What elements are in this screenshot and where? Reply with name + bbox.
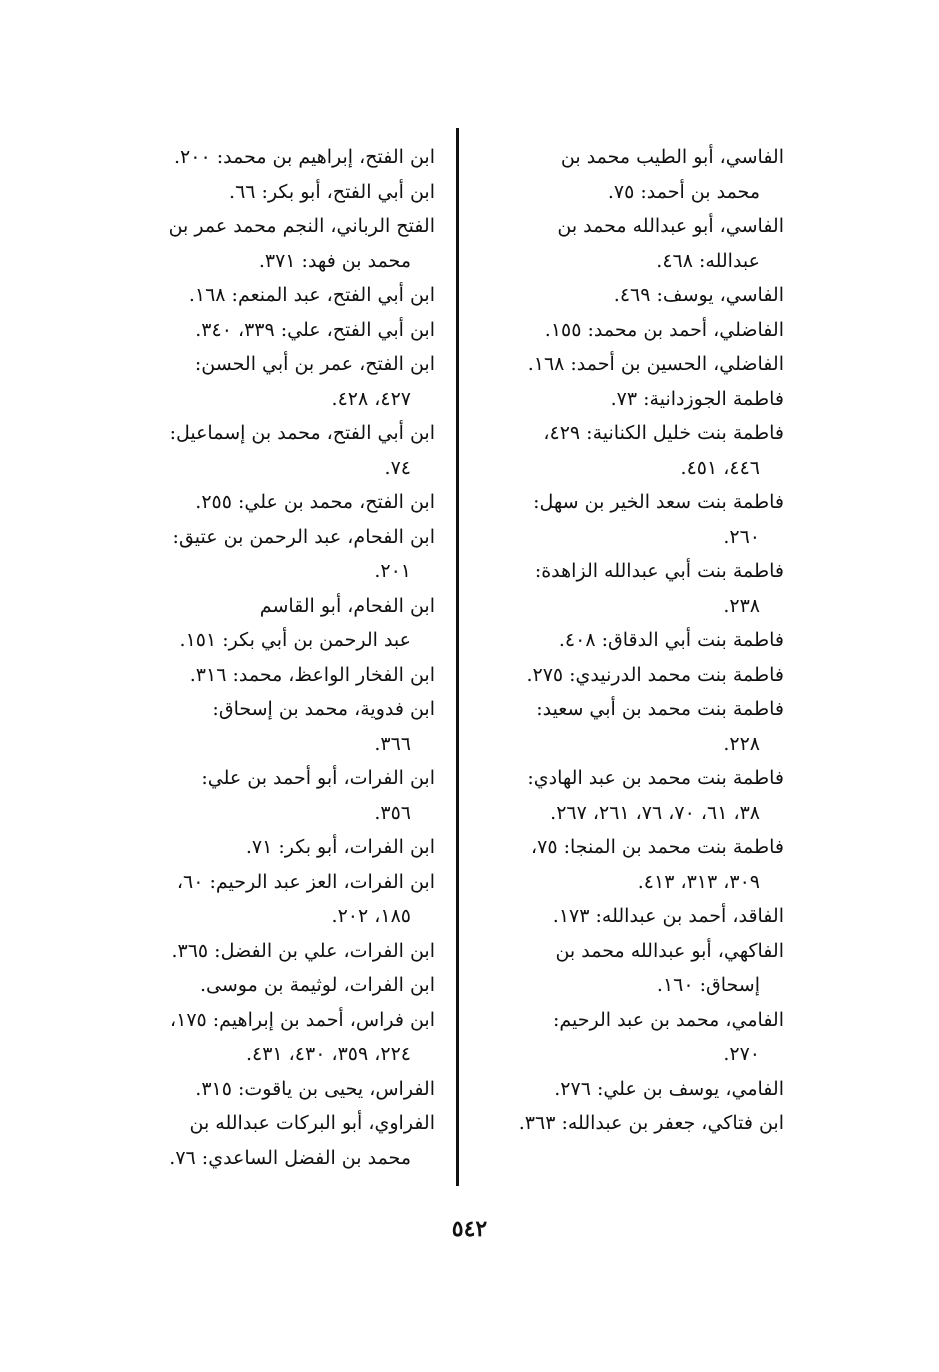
index-entry — [135, 416, 435, 485]
index-entry-main: الفتح الرباني، النجم محمد عمر بن — [168, 215, 435, 237]
index-entry-main: ابن الفتح، إبراهيم بن محمد: ٢٠٠. — [174, 146, 435, 168]
index-entry-main: الفاسي، يوسف: ٤٦٩. — [613, 284, 784, 306]
index-entry-main: ابن الفتح، محمد بن علي: ٢٥٥. — [195, 491, 435, 513]
index-entry-main: ابن الفخار الواعظ، محمد: ٣١٦. — [189, 663, 435, 686]
index-entry-main: فاطمة الجوزدانية: ٧٣. — [610, 387, 784, 410]
index-entry-main: ابن أبي الفتح، عبد المنعم: ١٦٨. — [188, 284, 435, 306]
index-entry-main: ابن أبي الفتح، أبو بكر: ٦٦. — [229, 180, 435, 203]
index-entry-main: ابن أبي الفتح، علي: ٣٣٩، ٣٤٠. — [195, 318, 435, 341]
index-entry — [454, 1072, 784, 1107]
index-entry-main: ابن فتاكي، جعفر بن عبدالله: ٣٦٣. — [518, 1112, 784, 1134]
index-entry-continuation: ٢٢٨. — [723, 732, 760, 755]
index-entry — [135, 347, 435, 416]
index-entry-continuation: محمد بن الفضل الساعدي: ٧٦. — [169, 1146, 411, 1169]
index-entry-main: ابن الفرات، لوثيمة بن موسى. — [200, 974, 435, 996]
index-entry — [135, 968, 435, 1003]
index-entry-main: الفامي، يوسف بن علي: ٢٧٦. — [554, 1077, 784, 1100]
index-entry — [135, 140, 435, 175]
index-entry — [135, 1106, 435, 1175]
index-entry-main: ابن الفتح، عمر بن أبي الحسن: — [194, 353, 435, 375]
index-entry-continuation: ١٨٥، ٢٠٢. — [331, 905, 411, 927]
index-entry-continuation: ٢٠١. — [374, 560, 411, 582]
index-entry — [454, 658, 784, 693]
index-entry-main: ابن أبي الفتح، محمد بن إسماعيل: — [169, 422, 435, 444]
index-entry — [454, 692, 784, 761]
index-entry — [454, 554, 784, 623]
index-entry-main: فاطمة بنت أبي عبدالله الزاهدة: — [534, 560, 784, 582]
index-entry — [454, 416, 784, 485]
index-entry-main: فاطمة بنت محمد بن أبي سعيد: — [536, 698, 784, 720]
index-entry-continuation: ٣٠٩، ٣١٣، ٤١٣. — [637, 870, 760, 893]
index-entry-main: الفراوي، أبو البركات عبدالله بن — [189, 1112, 435, 1134]
index-column-right — [454, 140, 784, 1141]
index-entry-continuation: ٤٢٧، ٤٢٨. — [331, 387, 411, 410]
index-entry-continuation: ٢٦٠. — [723, 525, 760, 548]
index-entry-main: الفراس، يحيى بن ياقوت: ٣١٥. — [195, 1077, 435, 1100]
index-entry-main: الفاسي، أبو الطيب محمد بن — [560, 146, 784, 168]
index-entry-main: ابن الفرات، أبو أحمد بن علي: — [201, 767, 435, 789]
index-entry — [454, 140, 784, 209]
index-entry — [135, 313, 435, 348]
index-entry-continuation: محمد بن أحمد: ٧٥. — [607, 180, 760, 203]
index-entry-main: فاطمة بنت محمد بن المنجا: ٧٥، — [531, 836, 784, 858]
index-entry — [454, 761, 784, 830]
index-entry-main: فاطمة بنت خليل الكنانية: ٤٢٩، — [543, 422, 784, 444]
index-entry — [135, 934, 435, 969]
index-entry-main: الفاضلي، أحمد بن محمد: ١٥٥. — [544, 318, 784, 341]
index-entry-continuation: ٢٧٠. — [723, 1043, 760, 1065]
index-entry — [135, 1003, 435, 1072]
index-entry — [135, 658, 435, 693]
index-entry — [454, 382, 784, 417]
index-entry-main: ابن الفرات، علي بن الفضل: ٣٦٥. — [171, 939, 435, 962]
index-entry-main: فاطمة بنت سعد الخير بن سهل: — [533, 491, 784, 513]
index-entry-continuation: ٢٢٤، ٣٥٩، ٤٣٠، ٤٣١. — [245, 1043, 411, 1065]
index-entry-main: فاطمة بنت محمد بن عبد الهادي: — [527, 767, 784, 789]
index-entry — [454, 347, 784, 382]
index-entry-main: ابن الفحام، أبو القاسم — [259, 594, 435, 617]
index-entry-continuation: عبد الرحمن بن أبي بكر: ١٥١. — [179, 629, 411, 651]
index-entry — [454, 934, 784, 1003]
index-entry — [135, 485, 435, 520]
index-entry-continuation: ٧٤. — [384, 456, 411, 479]
index-entry-continuation: ٣٦٦. — [374, 732, 411, 755]
index-entry — [135, 589, 435, 658]
index-entry-continuation: محمد بن فهد: ٣٧١. — [258, 249, 411, 272]
index-entry — [454, 899, 784, 934]
index-entry — [454, 1003, 784, 1072]
index-entry-main: ابن الفرات، العز عبد الرحيم: ٦٠، — [176, 870, 435, 893]
index-entry-main: الفامي، محمد بن عبد الرحيم: — [552, 1008, 784, 1031]
index-entry — [135, 830, 435, 865]
index-entry — [454, 623, 784, 658]
index-entry-continuation: ٢٣٨. — [723, 594, 760, 617]
index-column-left — [135, 140, 435, 1175]
index-entry — [454, 1106, 784, 1141]
index-entry — [135, 520, 435, 589]
index-entry-continuation: ٣٥٦. — [374, 801, 411, 824]
index-entry-continuation: ٣٨، ٦١، ٧٠، ٧٦، ٢٦١، ٢٦٧. — [550, 801, 760, 824]
index-entry — [135, 1072, 435, 1107]
index-entry-main: ابن فراس، أحمد بن إبراهيم: ١٧٥، — [169, 1008, 435, 1031]
index-entry-main: فاطمة بنت أبي الدقاق: ٤٠٨. — [558, 629, 784, 651]
index-entry — [454, 830, 784, 899]
index-entry-continuation: ٤٤٦، ٤٥١. — [680, 456, 760, 479]
index-entry — [135, 209, 435, 278]
index-entry-main: فاطمة بنت محمد الدرنيدي: ٢٧٥. — [526, 663, 784, 686]
page-number: ٥٤٢ — [451, 1216, 488, 1242]
index-entry — [135, 278, 435, 313]
index-entry — [135, 761, 435, 830]
index-entry — [135, 175, 435, 210]
index-entry-main: الفاقد، أحمد بن عبدالله: ١٧٣. — [552, 905, 784, 927]
index-entry — [454, 313, 784, 348]
index-entry-main: ابن فدوية، محمد بن إسحاق: — [212, 698, 435, 720]
index-entry-main: الفاكهي، أبو عبدالله محمد بن — [555, 939, 784, 962]
index-entry-continuation: عبدالله: ٤٦٨. — [656, 249, 760, 272]
column-divider — [456, 128, 459, 1186]
index-entry-main: الفاسي، أبو عبدالله محمد بن — [557, 215, 784, 237]
index-entry — [454, 485, 784, 554]
index-entry — [135, 865, 435, 934]
index-entry-main: الفاضلي، الحسين بن أحمد: ١٦٨. — [527, 353, 784, 375]
index-entry-main: ابن الفحام، عبد الرحمن بن عتيق: — [172, 525, 435, 548]
index-entry — [135, 692, 435, 761]
index-entry-continuation: إسحاق: ١٦٠. — [656, 974, 760, 996]
index-entry — [454, 209, 784, 278]
index-entry — [454, 278, 784, 313]
index-entry-main: ابن الفرات، أبو بكر: ٧١. — [245, 836, 435, 858]
